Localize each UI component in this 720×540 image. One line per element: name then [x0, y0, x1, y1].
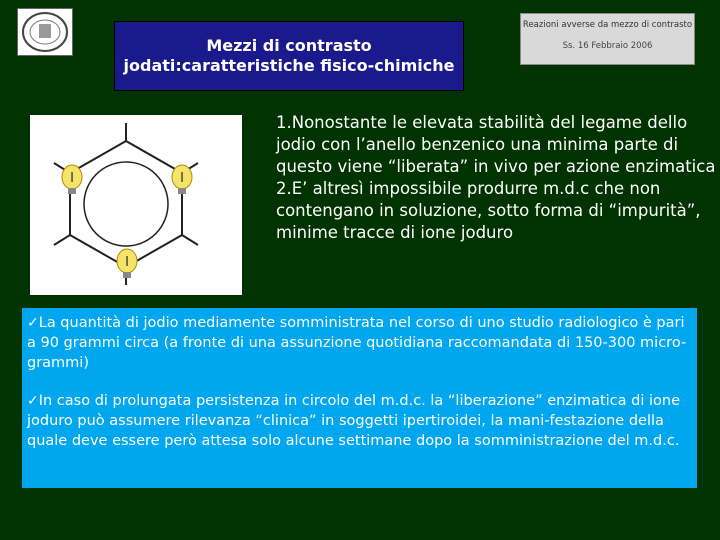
points-list — [276, 112, 716, 244]
benzene-ring-diagram — [30, 115, 242, 295]
slide-title-box — [114, 21, 464, 91]
reference-title: Reazioni avverse da mezzo di contrasto — [522, 20, 693, 30]
bullet-item: ✓La quantità di jodio mediamente somministrata nel corso di uno studio radiologico è pari a 90 grammi circa (a fronte di una assunzione quotidiana raccomandata di 150-300 micro-grammi) — [27, 315, 687, 371]
university-seal-logo — [17, 8, 73, 56]
iodine-label: I — [70, 171, 74, 186]
point-item: 2.E’ altresì impossibile produrre m.d.c che non contengano in soluzione, sotto forma di “impurità”, minime tracce di ione joduro — [276, 179, 701, 242]
point-item: 1.Nonostante le elevata stabilità del legame dello jodio con l’anello benzenico una minima parte di questo viene “liberata” in vivo per azione enzimatica — [276, 113, 716, 176]
highlight-box — [22, 308, 697, 488]
check-icon: ✓ — [27, 393, 39, 409]
check-icon: ✓ — [27, 315, 39, 331]
reference-box — [520, 13, 695, 65]
slide-title: Mezzi di contrasto jodati:caratteristiche fisico-chimiche — [123, 36, 455, 75]
iodine-bulb-icon — [62, 165, 82, 194]
iodine-bulb-icon — [117, 249, 137, 278]
iodine-label: I — [180, 171, 184, 186]
bullet-item: ✓In caso di prolungata persistenza in circolo del m.d.c. la “liberazione” enzimatica di ione joduro può assumere rilevanza “clinica” in soggetti ipertiroidei, la mani-festazione della quale deve essere però attesa solo alcune settimane dopo la somministrazione del m.d.c. — [27, 393, 680, 449]
benzene-ring — [70, 141, 182, 267]
iodine-label: I — [125, 255, 129, 270]
iodine-bulb-icon — [172, 165, 192, 194]
reference-date: Ss. 16 Febbraio 2006 — [562, 41, 653, 51]
